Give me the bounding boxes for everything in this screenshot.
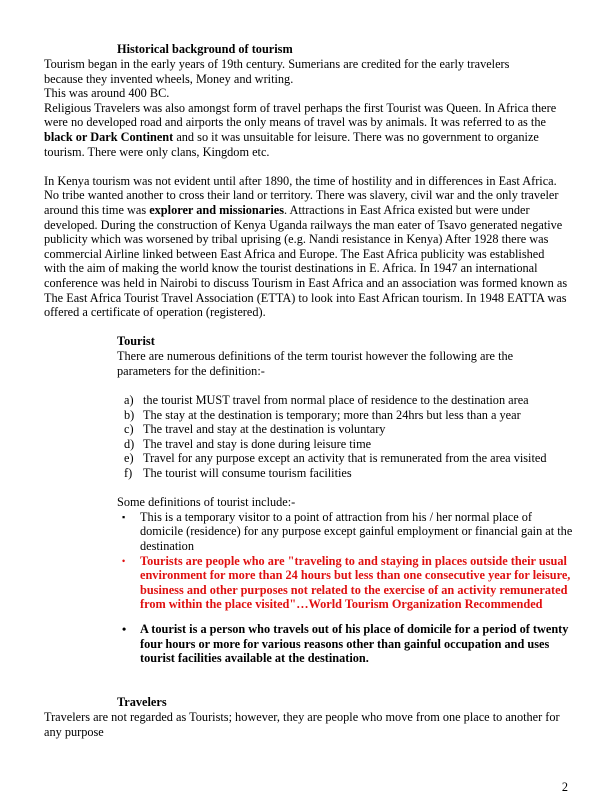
emphasis-dark-continent: black or Dark Continent: [44, 129, 174, 144]
list-marker: e): [124, 451, 134, 466]
list-marker: f): [124, 466, 133, 481]
list-marker: d): [124, 436, 135, 451]
page-number: 2: [561, 780, 568, 792]
travelers-body: Travelers are not regarded as Tourists; however, they are people who move from one place to another for any purpose: [44, 709, 560, 739]
list-item-text: The travel and stay at the destination is voluntary: [143, 422, 386, 437]
round-bullet-icon: •: [122, 621, 127, 636]
list-item: [122, 510, 573, 554]
paragraph-kenya-history-part2: . Attractions in East Africa existed but were under developed. During the construction of Kenya Uganda railways the man eater of Tsavo generated negative publicity which was worsened by tribal uprising (e.g. Nandi resistance in Kenya) After 1928 there was commercial Airline linked between East Africa and Europe. The East Africa publicity was established with the aim of making the world know the tourist destinations in E. Africa. In 1947 an international conference was held in Nairobi to discuss Tourism in East Africa and an association was formed known as The East Africa Tourist Travel Association (ETTA) to look into East African tourism. In 1948 EATTA was offered a certificate of operation (registered).: [44, 202, 568, 320]
tourist-intro: There are numerous definitions of the term tourist however the following are the parameters for the definition:-: [117, 349, 514, 378]
list-item-text: Tourists are people who are "traveling to and staying in places outside their usual environment for more than 24 hours but less than one consecutive year for leisure, business and other purposes not related to the exercise of an activity remunerated from within the place visited"…World Tourism Organization Recommended: [140, 553, 571, 612]
paragraph-intro-line-2: because they invented wheels, Money and writing.: [44, 71, 294, 86]
round-bullet-icon: •: [122, 555, 126, 566]
list-item: [122, 622, 573, 666]
tourist-section: [117, 334, 568, 378]
list-item: [124, 422, 568, 437]
definitions-intro: Some definitions of tourist include:-: [117, 495, 296, 510]
square-bullet-icon: ▪: [122, 511, 126, 522]
list-item-text: This is a temporary visitor to a point of attraction from his / her normal place of domicile (residence) for any purpose except gainful employment or financial gain at the destination: [140, 509, 573, 553]
page-title: Historical background of tourism: [117, 42, 293, 56]
list-item-text: Travel for any purpose except an activity that is remunerated from the area visited: [143, 451, 547, 466]
list-marker: c): [124, 422, 134, 437]
list-gap-3: [44, 612, 568, 622]
list-gap-1: [44, 378, 568, 393]
list-item-text: the tourist MUST travel from normal place of residence to the destination area: [143, 393, 529, 408]
tourist-parameters-list: [124, 393, 568, 481]
paragraph-religious-travelers-part2: and so it was unsuitable for leisure. There was no government to organize tourism. There were only clans, Kingdom etc.: [44, 129, 539, 159]
paragraph-kenya-history-part1: In Kenya tourism was not evident until after 1890, the time of hostility and in differences in East Africa. No tribe wanted another to cross their land or territory. There was slavery, civil war and the only traveler around this time was: [44, 173, 559, 217]
list-item: [124, 451, 568, 466]
list-item: [124, 408, 568, 423]
paragraph-kenya-history: [44, 174, 568, 320]
list-gap-2: [44, 481, 568, 496]
tourist-definition-secondary-list: [122, 622, 568, 666]
list-item-wto-definition: [122, 554, 573, 612]
paragraph-religious-travelers-part1: Religious Travelers was also amongst form of travel perhaps the first Tourist was Queen. In Africa there were no developed road and airports the only means of travel was by animals. It was referred to as the: [44, 100, 557, 130]
tourist-heading: Tourist: [117, 334, 155, 349]
definitions-intro-wrap: [117, 495, 568, 510]
list-item: [124, 393, 568, 408]
tourist-definitions-list: [122, 509, 573, 612]
section-gap-travelers-2: [44, 680, 568, 695]
paragraph-400bc: This was around 400 BC.: [44, 86, 170, 101]
list-item-text: The travel and stay is done during leisure time: [143, 436, 372, 451]
paragraph-intro-line-1: Tourism began in the early years of 19th century. Sumerians are credited for the early travelers: [44, 57, 510, 71]
paragraph-gap-2: [44, 320, 568, 335]
list-marker: a): [124, 393, 134, 408]
list-item-text: A tourist is a person who travels out of his place of domicile for a period of twenty four hours or more for various reasons other than gainful occupation and uses tourist facilities available at the destination.: [140, 621, 569, 666]
document-body: [44, 42, 573, 792]
section-gap-travelers-1: [44, 666, 568, 681]
emphasis-explorer-missionaries: explorer and missionaries: [149, 202, 285, 217]
list-item: [124, 466, 568, 481]
list-item-text: The stay at the destination is temporary; more than 24hrs but less than a year: [143, 407, 521, 422]
paragraph-religious-travelers: [44, 101, 568, 159]
paragraph-gap-1: [44, 159, 568, 174]
travelers-heading: Travelers: [117, 694, 167, 709]
list-marker: b): [124, 407, 135, 422]
list-item: [124, 437, 568, 452]
list-item-text: The tourist will consume tourism facilities: [143, 466, 352, 481]
